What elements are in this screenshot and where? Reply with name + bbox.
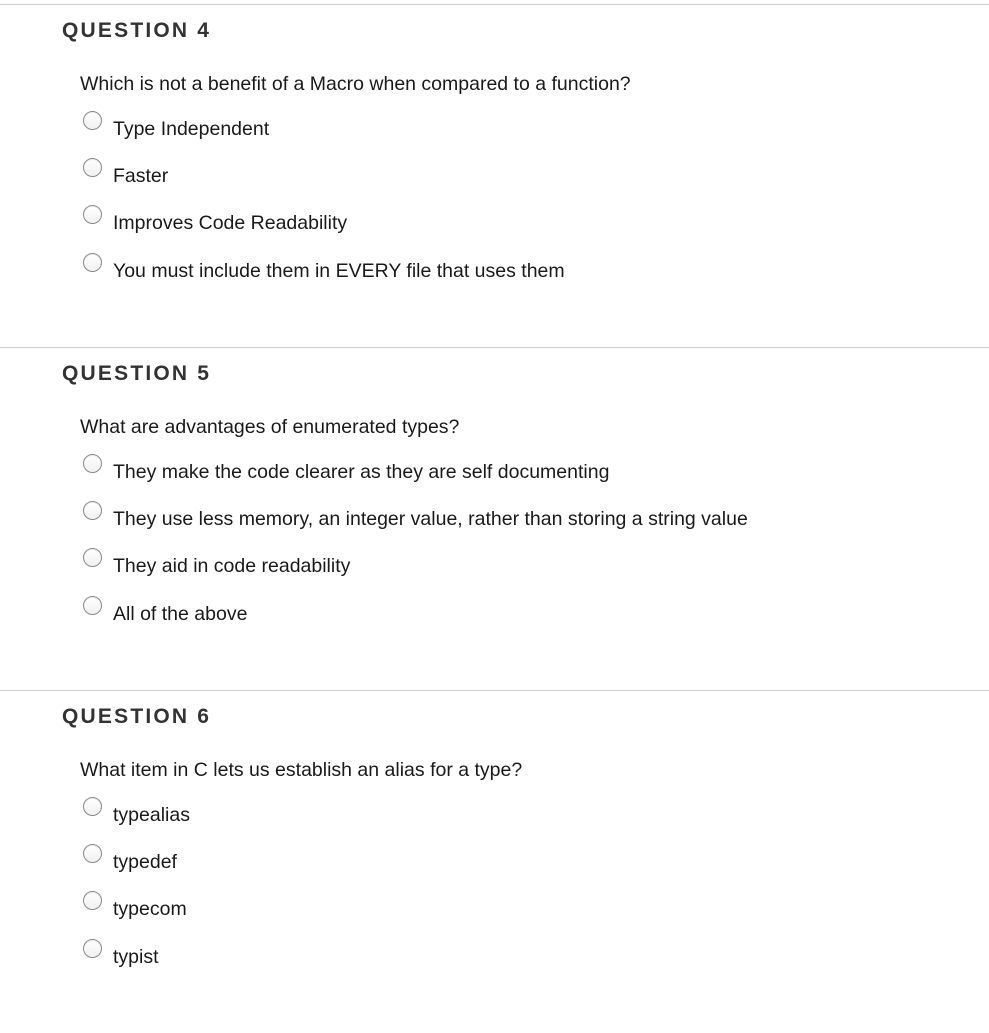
question-title: QUESTION 4 [62, 19, 212, 42]
answer-option[interactable] [0, 156, 900, 188]
radio-button[interactable] [83, 158, 102, 177]
radio-button[interactable] [83, 891, 102, 910]
answer-label[interactable]: typealias [113, 804, 190, 826]
question-block-6 [0, 690, 989, 1033]
answer-option[interactable] [0, 452, 900, 484]
answer-label[interactable]: You must include them in EVERY file that uses them [113, 260, 565, 282]
answer-label[interactable]: Improves Code Readability [113, 212, 348, 234]
radio-button[interactable] [83, 253, 102, 272]
question-block-4 [0, 4, 989, 347]
radio-button[interactable] [83, 939, 102, 958]
answer-option[interactable] [0, 546, 900, 578]
answer-label[interactable]: They aid in code readability [113, 555, 351, 577]
answer-option[interactable] [0, 251, 900, 283]
radio-button[interactable] [83, 844, 102, 863]
question-title: QUESTION 5 [62, 362, 212, 385]
radio-button[interactable] [83, 548, 102, 567]
question-text: What are advantages of enumerated types? [80, 416, 460, 438]
answer-label[interactable]: They use less memory, an integer value, rather than storing a string value [113, 508, 748, 530]
radio-button[interactable] [83, 454, 102, 473]
answer-option[interactable] [0, 594, 900, 626]
answer-option[interactable] [0, 203, 900, 235]
answer-option[interactable] [0, 842, 900, 874]
answer-label[interactable]: typedef [113, 851, 177, 873]
question-block-5 [0, 347, 989, 690]
radio-button[interactable] [83, 797, 102, 816]
answer-option[interactable] [0, 889, 900, 921]
radio-button[interactable] [83, 501, 102, 520]
question-text: What item in C lets us establish an alias for a type? [80, 759, 523, 781]
answer-label[interactable]: typecom [113, 898, 187, 920]
answer-label[interactable]: All of the above [113, 603, 248, 625]
answer-label[interactable]: They make the code clearer as they are self documenting [113, 461, 610, 483]
answer-option[interactable] [0, 499, 900, 531]
answer-label[interactable]: Type Independent [113, 118, 270, 140]
answer-option[interactable] [0, 109, 900, 141]
radio-button[interactable] [83, 205, 102, 224]
answer-label[interactable]: typist [113, 946, 159, 968]
answer-option[interactable] [0, 795, 900, 827]
answer-label[interactable]: Faster [113, 165, 169, 187]
question-text: Which is not a benefit of a Macro when compared to a function? [80, 73, 631, 95]
radio-button[interactable] [83, 596, 102, 615]
answer-option[interactable] [0, 937, 900, 969]
radio-button[interactable] [83, 111, 102, 130]
question-title: QUESTION 6 [62, 705, 212, 728]
